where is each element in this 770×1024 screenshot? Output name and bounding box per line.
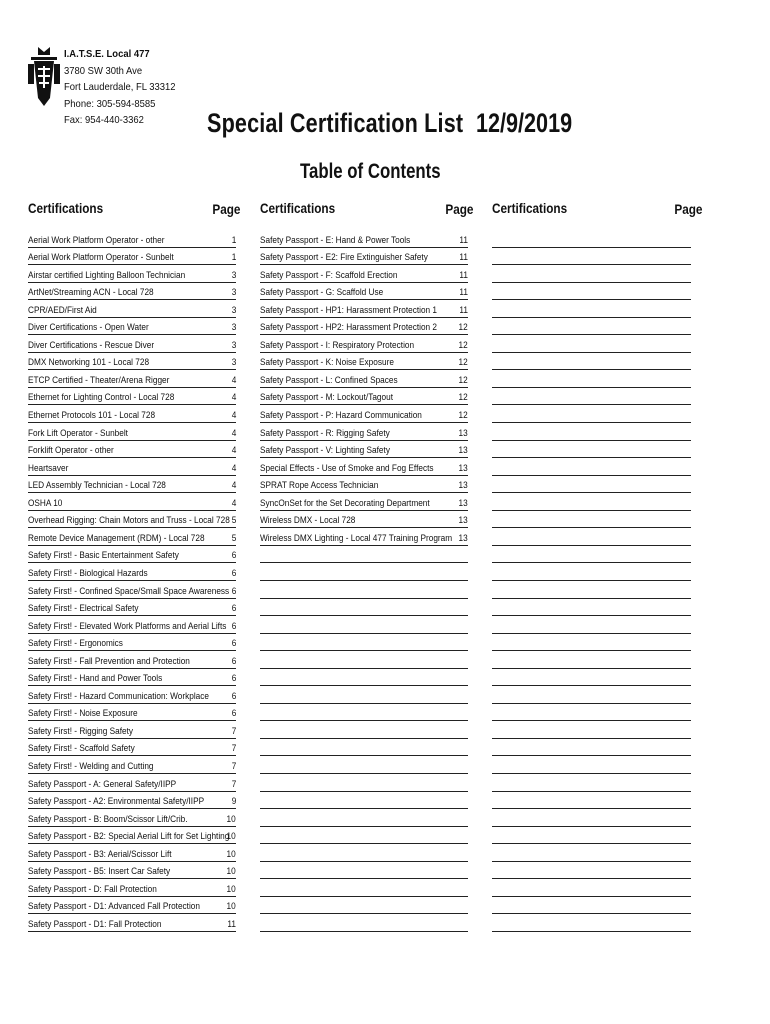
list-item: [260, 248, 468, 266]
list-item: [28, 300, 236, 318]
list-item: [260, 493, 468, 511]
certification-page-number: 4: [231, 410, 236, 421]
certification-page-number: 13: [458, 427, 468, 439]
list-item: [28, 599, 236, 617]
list-item: [28, 441, 236, 459]
certification-page-number: 10: [226, 866, 236, 878]
list-item: [260, 370, 468, 388]
certification-page-number: 6: [231, 638, 236, 650]
certification-page-number: 10: [226, 901, 236, 913]
certification-label: Fork Lift Operator - Sunbelt: [28, 427, 128, 439]
certification-page-number: 3: [231, 269, 236, 281]
certification-label: Safety Passport - V: Lighting Safety: [260, 445, 390, 457]
certification-page-number: 4: [231, 445, 236, 457]
certification-label: Diver Certifications - Open Water: [28, 322, 149, 334]
list-item: [28, 774, 236, 792]
certification-page-number: 7: [231, 743, 236, 755]
blank-list-line: [260, 757, 468, 775]
list-item: [260, 318, 468, 336]
blank-list-line: [492, 757, 691, 775]
certification-label: DMX Networking 101 - Local 728: [28, 357, 150, 369]
blank-list-line: [492, 844, 691, 862]
certification-page-number: 1: [231, 252, 236, 264]
certification-label: CPR/AED/First Aid: [28, 304, 97, 316]
certification-label: Safety Passport - R: Rigging Safety: [260, 427, 390, 439]
certification-label: Safety First! - Ergonomics: [28, 638, 123, 650]
col2-certifications-header: Certifications: [260, 200, 336, 216]
certification-page-number: 11: [459, 269, 468, 281]
list-item: [28, 511, 236, 529]
list-item: [28, 721, 236, 739]
list-item: [28, 318, 236, 336]
certification-label: Wireless DMX - Local 728: [260, 515, 356, 527]
blank-list-line: [492, 283, 691, 301]
list-item: [28, 248, 236, 266]
list-item: [260, 406, 468, 424]
city-address: Fort Lauderdale, FL 33312: [64, 81, 176, 94]
list-item: [260, 265, 468, 283]
certification-label: SyncOnSet for the Set Decorating Department: [260, 497, 430, 509]
certification-label: LED Assembly Technician - Local 728: [28, 480, 166, 492]
list-item: [28, 353, 236, 371]
blank-list-line: [492, 774, 691, 792]
certification-label: Safety Passport - M: Lockout/Tagout: [260, 392, 394, 404]
blank-list-line: [492, 476, 691, 494]
certification-page-number: 6: [231, 585, 236, 597]
col3-certifications-header: Certifications: [492, 200, 568, 216]
list-item: [28, 546, 236, 564]
blank-list-line: [492, 423, 691, 441]
certification-label: Safety Passport - D1: Advanced Fall Protection: [28, 901, 200, 913]
blank-list-line: [492, 493, 691, 511]
certification-label: Safety First! - Scaffold Safety: [28, 743, 135, 755]
blank-list-line: [260, 914, 468, 932]
list-item: [260, 353, 468, 371]
list-item: [28, 265, 236, 283]
certification-page-number: 13: [458, 497, 468, 509]
list-item: [28, 914, 236, 932]
list-item: [28, 335, 236, 353]
certification-page-number: 3: [231, 357, 236, 369]
certification-page-number: 7: [231, 778, 236, 790]
toc-heading: Table of Contents: [300, 160, 441, 183]
blank-list-line: [492, 704, 691, 722]
list-item: [28, 897, 236, 915]
blank-list-line: [260, 599, 468, 617]
certification-page-number: 10: [226, 848, 236, 860]
certification-label: Safety First! - Noise Exposure: [28, 708, 138, 720]
certification-page-number: 3: [231, 287, 236, 299]
list-item: [28, 757, 236, 775]
certification-label: Safety First! - Hand and Power Tools: [28, 673, 163, 685]
list-item: [28, 704, 236, 722]
blank-list-line: [492, 546, 691, 564]
certification-page-number: 6: [231, 655, 236, 667]
certification-page-number: 10: [226, 813, 236, 825]
blank-list-line: [260, 669, 468, 687]
blank-list-line: [492, 265, 691, 283]
certification-page-number: 7: [231, 761, 236, 772]
blank-list-line: [492, 248, 691, 266]
certification-label: Safety Passport - B5: Insert Car Safety: [28, 866, 171, 878]
certification-page-number: 12: [458, 339, 468, 351]
certification-label: Safety Passport - G: Scaffold Use: [260, 287, 384, 299]
list-item: [28, 844, 236, 862]
certification-page-number: 3: [231, 339, 236, 351]
certification-page-number: 3: [231, 322, 236, 334]
blank-list-line: [260, 809, 468, 827]
certification-label: ETCP Certified - Theater/Arena Rigger: [28, 374, 170, 386]
certification-page-number: 4: [231, 427, 236, 439]
certification-page-number: 13: [458, 445, 468, 457]
list-item: [28, 616, 236, 634]
blank-list-line: [492, 914, 691, 932]
blank-list-line: [492, 335, 691, 353]
certification-label: OSHA 10: [28, 497, 63, 509]
blank-list-line: [492, 300, 691, 318]
certification-page-number: 7: [231, 725, 236, 737]
list-item: [28, 581, 236, 599]
certification-page-number: 4: [231, 497, 236, 509]
certification-page-number: 11: [459, 304, 468, 316]
certification-label: Diver Certifications - Rescue Diver: [28, 339, 155, 351]
certification-label: Safety First! - Rigging Safety: [28, 725, 134, 737]
blank-list-line: [260, 704, 468, 722]
blank-list-line: [492, 897, 691, 915]
certification-page-number: 6: [231, 550, 236, 562]
list-item: [28, 651, 236, 669]
certification-label: Safety Passport - A2: Environmental Safety/IIPP: [28, 796, 205, 808]
list-item: [28, 458, 236, 476]
col1-certifications-header: Certifications: [28, 200, 104, 216]
certification-label: Safety Passport - B2: Special Aerial Lift for Set Lighting: [28, 831, 230, 843]
blank-list-line: [492, 581, 691, 599]
certification-label: Safety Passport - E: Hand & Power Tools: [260, 234, 411, 246]
certification-label: Safety First! - Fall Prevention and Protection: [28, 655, 190, 667]
blank-list-line: [260, 634, 468, 652]
list-item: [260, 476, 468, 494]
certification-label: ArtNet/Streaming ACN - Local 728: [28, 287, 154, 299]
street-address: 3780 SW 30th Ave: [64, 64, 143, 77]
list-item: [260, 511, 468, 529]
certification-label: Safety Passport - HP1: Harassment Protection 1: [260, 304, 438, 316]
phone-number: Phone: 305-594-8585: [64, 97, 156, 110]
certification-page-number: 13: [458, 532, 468, 544]
address-block: [64, 46, 176, 129]
certification-label: Safety Passport - F: Scaffold Erection: [260, 269, 398, 281]
list-item: [28, 739, 236, 757]
certification-label: Safety Passport - L: Confined Spaces: [260, 374, 398, 386]
certification-label: Safety Passport - HP2: Harassment Protection 2: [260, 322, 438, 334]
certification-label: Safety Passport - B3: Aerial/Scissor Lift: [28, 848, 172, 860]
col1-page-header: Page: [211, 201, 240, 217]
certification-label: Safety Passport - I: Respiratory Protection: [260, 339, 415, 351]
certification-label: Safety Passport - B: Boom/Scissor Lift/Crib.: [28, 813, 188, 825]
certification-label: Ethernet Protocols 101 - Local 728: [28, 410, 156, 421]
blank-list-line: [492, 563, 691, 581]
list-item: [28, 634, 236, 652]
blank-list-line: [492, 406, 691, 424]
blank-list-line: [260, 546, 468, 564]
certification-page-number: 12: [458, 322, 468, 334]
certification-label: Safety First! - Biological Hazards: [28, 567, 148, 579]
list-item: [28, 283, 236, 301]
certification-page-number: 5: [231, 515, 236, 527]
blank-list-line: [492, 739, 691, 757]
certification-page-number: 9: [231, 796, 236, 808]
certification-page-number: 6: [231, 567, 236, 579]
certification-page-number: 11: [459, 287, 468, 299]
list-item: [28, 809, 236, 827]
blank-list-line: [492, 669, 691, 687]
certification-label: Safety Passport - D: Fall Protection: [28, 883, 157, 895]
certification-page-number: 12: [458, 392, 468, 404]
col2-page-header: Page: [444, 201, 473, 217]
blank-list-line: [260, 897, 468, 915]
blank-list-line: [492, 879, 691, 897]
blank-list-line: [492, 230, 691, 248]
document-title: Special Certification List: [207, 108, 464, 138]
list-item: [28, 493, 236, 511]
blank-list-line: [492, 599, 691, 617]
list-item: [260, 423, 468, 441]
blank-list-line: [260, 792, 468, 810]
blank-list-line: [260, 581, 468, 599]
list-item: [28, 792, 236, 810]
certification-page-number: 11: [227, 918, 236, 930]
blank-list-line: [260, 686, 468, 704]
certification-label: Overhead Rigging: Chain Motors and Truss - Local 728: [28, 515, 230, 527]
blank-list-line: [492, 511, 691, 529]
blank-list-line: [260, 844, 468, 862]
list-item: [260, 283, 468, 301]
list-item: [28, 406, 236, 424]
blank-list-line: [260, 862, 468, 880]
list-item: [28, 669, 236, 687]
certification-page-number: 13: [458, 462, 468, 474]
certification-page-number: 4: [231, 462, 236, 474]
certification-label: SPRAT Rope Access Technician: [260, 480, 379, 492]
certification-page-number: 11: [459, 234, 468, 246]
certification-page-number: 6: [231, 673, 236, 685]
certification-label: Aerial Work Platform Operator - Sunbelt: [28, 252, 174, 264]
blank-list-line: [260, 721, 468, 739]
list-item: [260, 230, 468, 248]
list-item: [28, 476, 236, 494]
blank-list-line: [492, 809, 691, 827]
certification-label: Special Effects - Use of Smoke and Fog Effects: [260, 462, 434, 474]
certification-label: Safety Passport - D1: Fall Protection: [28, 918, 162, 930]
list-item: [28, 370, 236, 388]
certification-label: Safety First! - Elevated Work Platforms and Aerial Lifts: [28, 620, 227, 632]
list-item: [260, 300, 468, 318]
certification-page-number: 5: [231, 532, 236, 544]
certification-label: Safety First! - Basic Entertainment Safety: [28, 550, 179, 562]
blank-list-line: [492, 862, 691, 880]
certification-label: Airstar certified Lighting Balloon Technician: [28, 269, 186, 281]
certification-label: Safety First! - Hazard Communication: Workplace: [28, 690, 209, 702]
blank-list-line: [260, 651, 468, 669]
list-item: [28, 563, 236, 581]
certification-label: Wireless DMX Lighting - Local 477 Training Program: [260, 532, 453, 544]
blank-list-line: [260, 563, 468, 581]
certification-label: Forklift Operator - other: [28, 445, 114, 457]
certification-page-number: 4: [231, 392, 236, 404]
certification-page-number: 1: [231, 234, 236, 246]
list-item: [28, 528, 236, 546]
certification-label: Safety Passport - K: Noise Exposure: [260, 357, 394, 369]
certification-page-number: 12: [458, 410, 468, 421]
blank-list-line: [260, 739, 468, 757]
certification-page-number: 4: [231, 374, 236, 386]
certification-label: Aerial Work Platform Operator - other: [28, 234, 165, 246]
blank-list-line: [492, 634, 691, 652]
document-date: 12/9/2019: [476, 108, 573, 138]
blank-list-line: [492, 616, 691, 634]
certification-label: Safety First! - Electrical Safety: [28, 603, 139, 615]
list-item: [260, 388, 468, 406]
blank-list-line: [492, 458, 691, 476]
certification-page-number: 11: [459, 252, 468, 264]
blank-list-line: [492, 353, 691, 371]
certification-label: Safety Passport - A: General Safety/IIPP: [28, 778, 177, 790]
list-item: [260, 458, 468, 476]
certification-page-number: 13: [458, 480, 468, 492]
certification-label: Safety Passport - E2: Fire Extinguisher Safety: [260, 252, 428, 264]
blank-list-line: [260, 827, 468, 845]
blank-list-line: [492, 370, 691, 388]
blank-list-line: [492, 388, 691, 406]
certification-page-number: 3: [231, 304, 236, 316]
blank-list-line: [492, 528, 691, 546]
org-name: I.A.T.S.E. Local 477: [64, 48, 150, 60]
certification-page-number: 6: [231, 620, 236, 632]
list-item: [260, 528, 468, 546]
blank-list-line: [492, 792, 691, 810]
certification-page-number: 4: [231, 480, 236, 492]
list-item: [260, 335, 468, 353]
col3-page-header: Page: [673, 201, 702, 217]
certification-page-number: 13: [458, 515, 468, 527]
certification-label: Safety First! - Confined Space/Small Space Awareness: [28, 585, 230, 597]
blank-list-line: [260, 616, 468, 634]
certification-page-number: 12: [458, 357, 468, 369]
blank-list-line: [492, 827, 691, 845]
blank-list-line: [260, 879, 468, 897]
list-item: [28, 230, 236, 248]
certification-label: Heartsaver: [28, 462, 69, 474]
certification-label: Safety Passport - P: Hazard Communication: [260, 410, 422, 421]
list-item: [28, 686, 236, 704]
certification-page-number: 10: [226, 831, 236, 843]
blank-list-line: [492, 318, 691, 336]
certification-page-number: 6: [231, 603, 236, 615]
certification-label: Safety First! - Welding and Cutting: [28, 761, 154, 772]
certification-label: Remote Device Management (RDM) - Local 728: [28, 532, 205, 544]
certification-label: Ethernet for Lighting Control - Local 728: [28, 392, 175, 404]
blank-list-line: [492, 651, 691, 669]
blank-list-line: [492, 721, 691, 739]
certification-page-number: 12: [458, 374, 468, 386]
list-item: [28, 423, 236, 441]
blank-list-line: [260, 774, 468, 792]
certification-page-number: 10: [226, 883, 236, 895]
list-item: [28, 879, 236, 897]
list-item: [28, 862, 236, 880]
list-item: [28, 827, 236, 845]
list-item: [260, 441, 468, 459]
certification-page-number: 6: [231, 690, 236, 702]
list-item: [28, 388, 236, 406]
certification-page-number: 6: [231, 708, 236, 720]
iatse-emblem-icon: [28, 46, 60, 108]
fax-number: Fax: 954-440-3362: [64, 114, 144, 127]
blank-list-line: [492, 686, 691, 704]
blank-list-line: [492, 441, 691, 459]
